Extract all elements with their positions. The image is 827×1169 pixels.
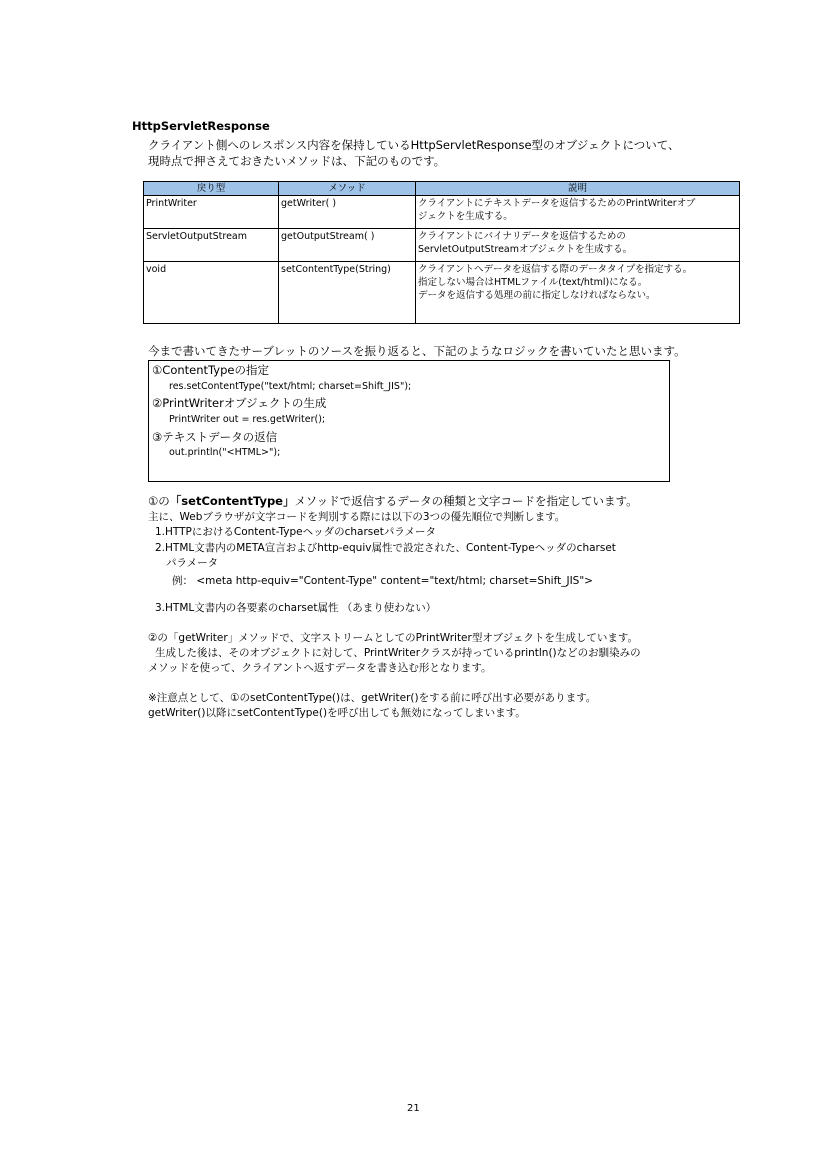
table-row <box>144 229 740 262</box>
intro-line-1: クライアント側へのレスポンス内容を保持しているHttpServletResponse型のオブジェクトについて、 <box>148 138 680 152</box>
cell-method: getOutputStream( ) <box>279 229 416 262</box>
methods-table <box>143 181 740 324</box>
header-description: 説明 <box>416 182 740 196</box>
code-line-3: out.println("<HTML>"); <box>169 447 281 458</box>
priority-item-3: 3.HTML文書内の各要素のcharset属性 （あまり使わない） <box>155 602 437 614</box>
table-row <box>144 196 740 229</box>
priority-item-2-cont: パラメータ <box>166 557 219 569</box>
cell-type: ServletOutputStream <box>144 229 279 262</box>
table-header-row <box>144 182 740 196</box>
meta-example: 例： <meta http-equiv="Content-Type" content="text/html; charset=Shift_JIS"> <box>172 575 593 587</box>
code-line-2: PrintWriter out = res.getWriter(); <box>169 414 326 425</box>
code-step-1: ①ContentTypeの指定 <box>152 363 269 377</box>
section1-line-1 <box>148 493 638 509</box>
section1-prefix: ①の <box>148 494 170 508</box>
note-line-1: ※注意点として、①のsetContentType()は、getWriter()をする前に呼び出す必要があります。 <box>148 692 597 704</box>
header-return-type: 戻り型 <box>144 182 279 196</box>
code-step-3: ③テキストデータの返信 <box>152 430 278 444</box>
cell-description: クライアントにテキストデータを返信するためのPrintWriterオブ ジェクトを生成する。 <box>416 196 740 229</box>
section2-line-1: ②の「getWriter」メソッドで、文字ストリームとしてのPrintWriter型オブジェクトを生成しています。 <box>148 632 639 644</box>
section1-line-2: 主に、Webブラウザが文字コードを判別する際には以下の3つの優先順位で判断します。 <box>148 511 566 523</box>
intro-line-2: 現時点で押さえておきたいメソッドは、下記のものです。 <box>148 154 446 168</box>
priority-item-2: 2.HTML文書内のMETA宣言およびhttp-equiv属性で設定された、Content-Typeヘッダのcharset <box>155 542 616 554</box>
code-line-1: res.setContentType("text/html; charset=Shift_JIS"); <box>169 381 412 392</box>
section2-line-3: メソッドを使って、クライアントへ返すデータを書き込む形となります。 <box>148 662 492 674</box>
code-step-2: ②PrintWriterオブジェクトの生成 <box>152 396 327 410</box>
section1-rest: メソッドで返信するデータの種類と文字コードを指定しています。 <box>294 494 638 508</box>
cell-description: クライアントにバイナリデータを返信するための ServletOutputStreamオブジェクトを生成する。 <box>416 229 740 262</box>
priority-item-1: 1.HTTPにおけるContent-Typeヘッダのcharsetパラメータ <box>155 526 437 538</box>
cell-method: getWriter( ) <box>279 196 416 229</box>
header-method: メソッド <box>279 182 416 196</box>
note-line-2: getWriter()以降にsetContentType()を呼び出しても無効になってしまいます。 <box>148 707 526 719</box>
code-box <box>148 360 670 482</box>
section2-line-2: 生成した後は、そのオブジェクトに対して、PrintWriterクラスが持っているprintln()などのお馴染みの <box>155 647 641 659</box>
table-row <box>144 262 740 324</box>
cell-method: setContentType(String) <box>279 262 416 324</box>
cell-description: クライアントへデータを返信する際のデータタイプを指定する。 指定しない場合はHTMLファイル(text/html)になる。 データを返信する処理の前に指定しなければならない。 <box>416 262 740 324</box>
section1-bold-method: 「setContentType」 <box>169 494 295 508</box>
section-title: HttpServletResponse <box>132 119 270 133</box>
cell-type: PrintWriter <box>144 196 279 229</box>
cell-type: void <box>144 262 279 324</box>
page-number: 21 <box>407 1103 420 1114</box>
summary-text: 今まで書いてきたサーブレットのソースを振り返ると、下記のようなロジックを書いていたと思います。 <box>148 344 686 358</box>
